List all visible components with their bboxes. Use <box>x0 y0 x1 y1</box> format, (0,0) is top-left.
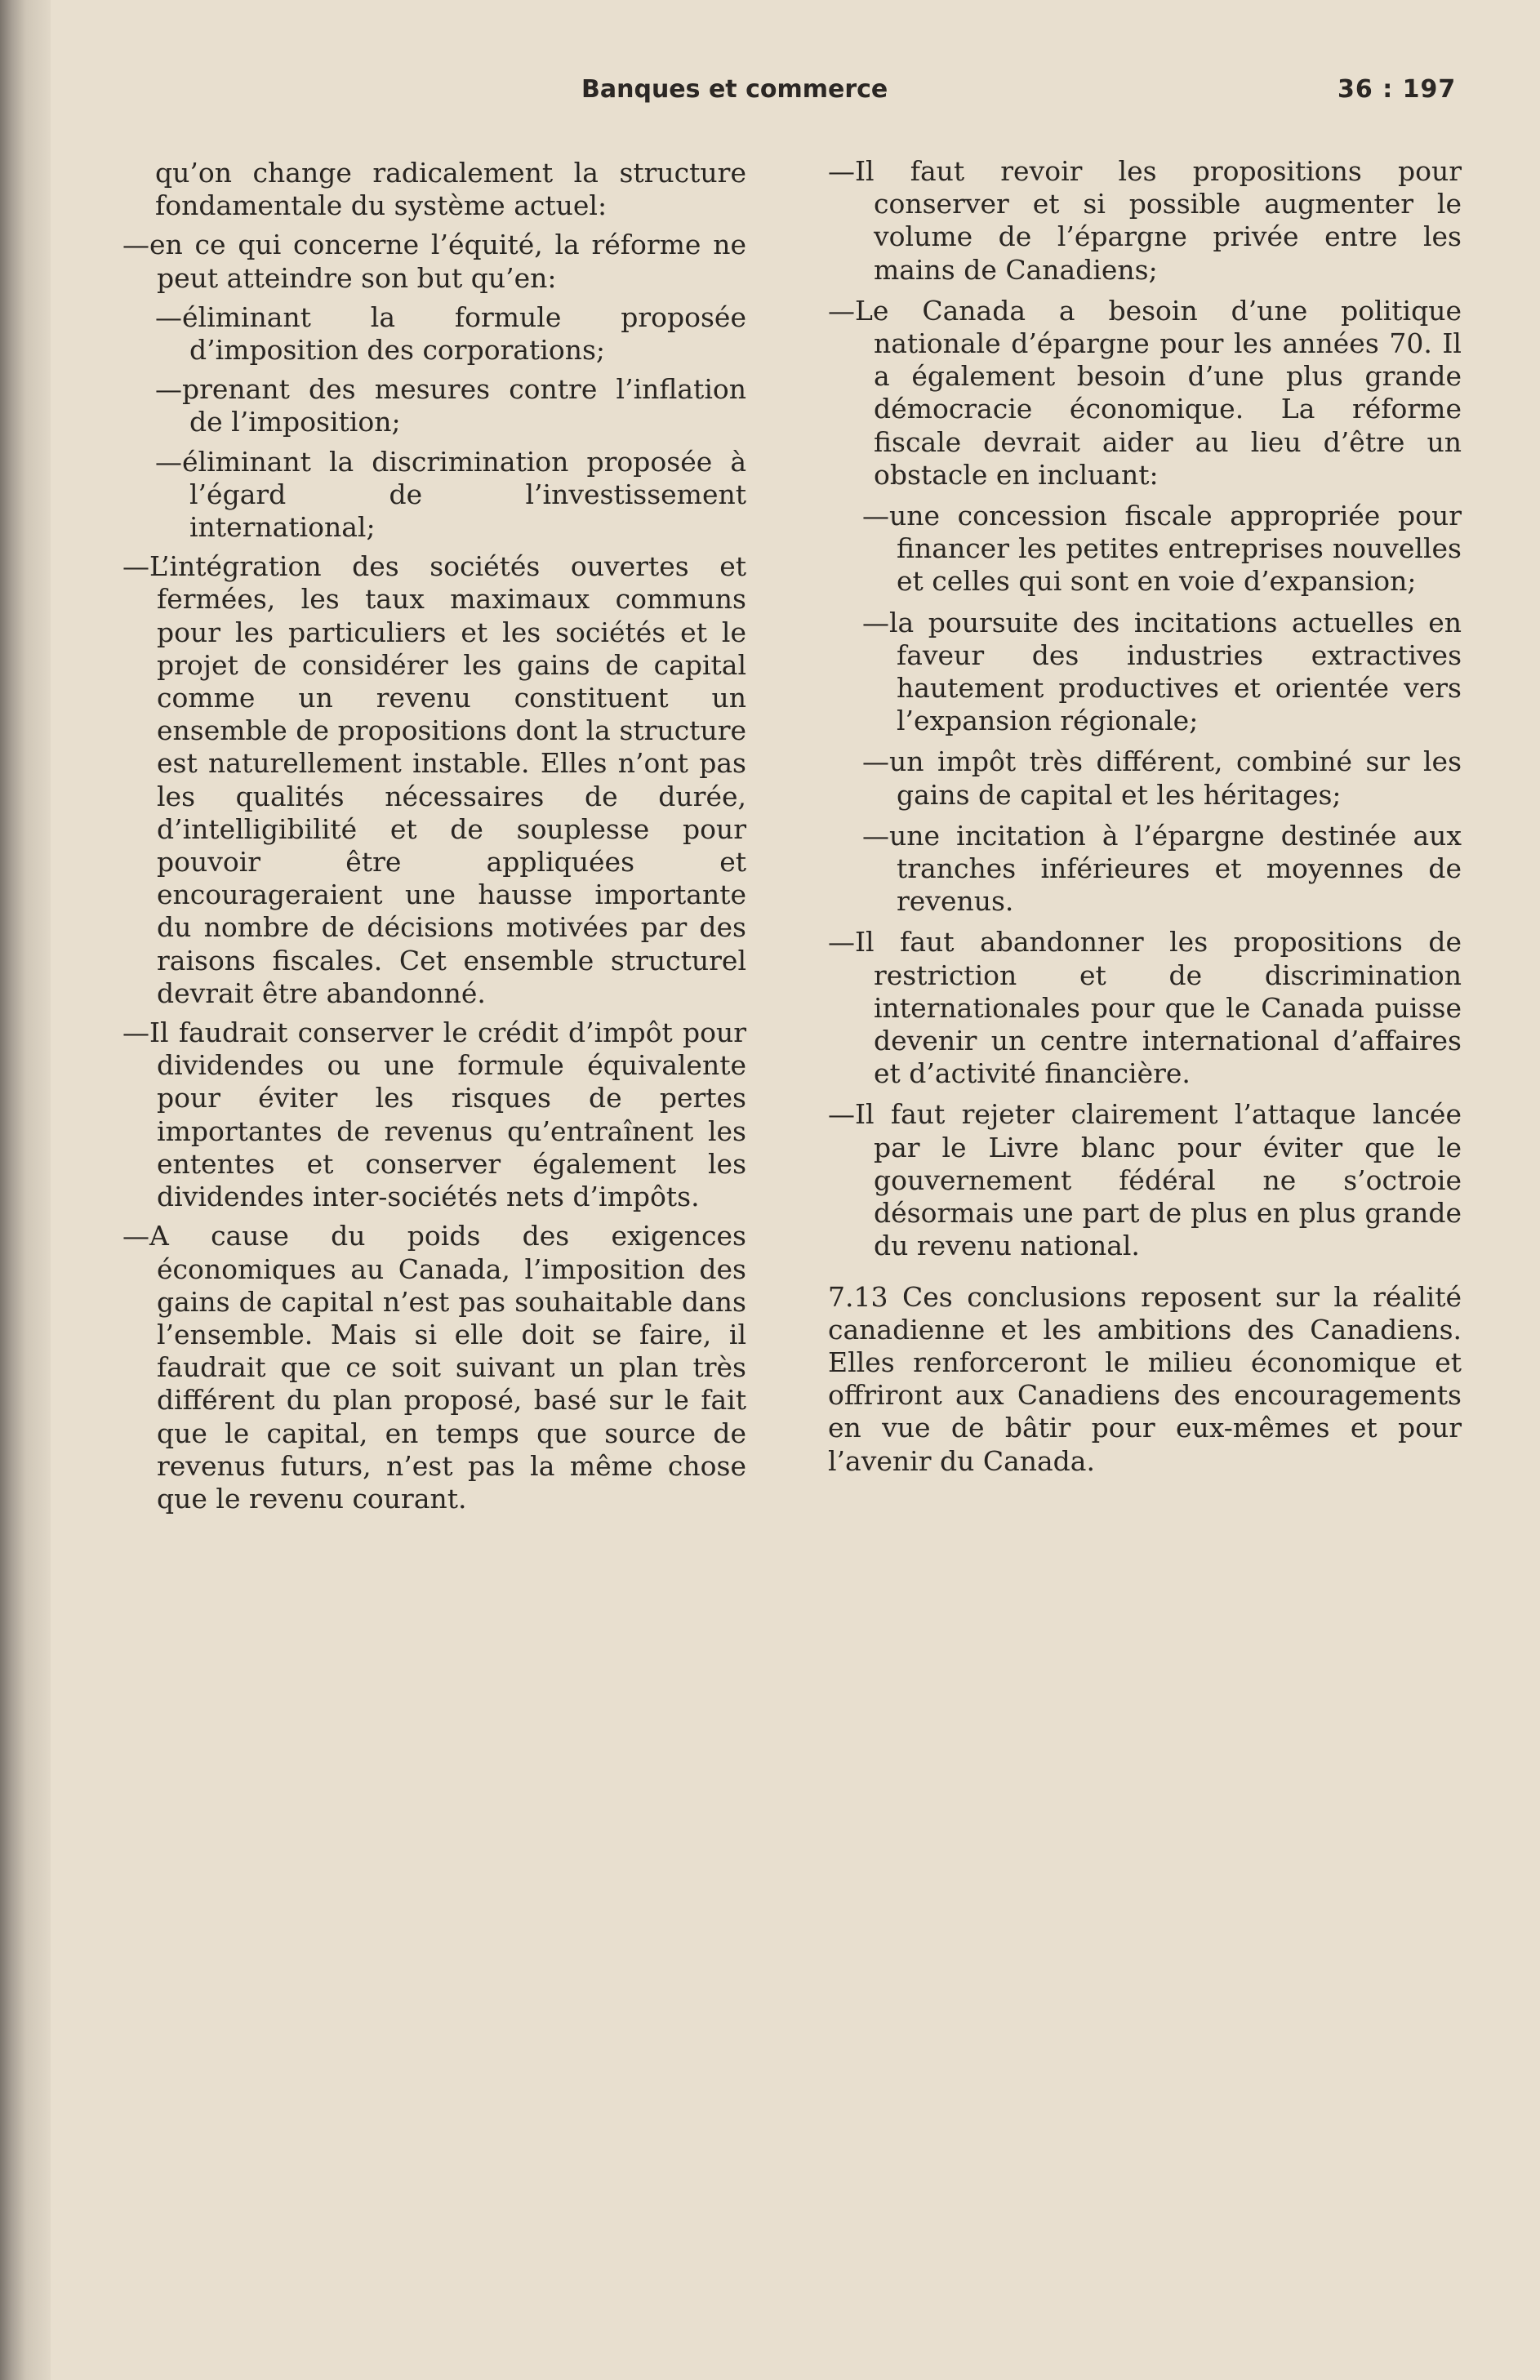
dash-item-integration: —L’intégration des sociétés ouvertes et fermées, les taux maximaux communs pour les particuliers et les sociétés et le projet de considérer les gains de capital comme un revenu constituent un ensemble de propositions dont la structure est naturellement instable. Elles n’ont pas les qualités nécessaires de durée, d’intelligibilité et de souplesse pour pouvoir être appliquées et encourageraient une hausse importante du nombre de décisions motivées par des raisons fiscales. Cet ensemble structurel devrait être abandonné. <box>122 550 746 1009</box>
right-column <box>828 155 1462 1478</box>
sub-item-corporations: —éliminant la formule proposée d’imposition des corporations; <box>155 300 746 367</box>
running-header-title: Banques et commerce <box>581 75 888 104</box>
sub-item-savings-incentive: —une incitation à l’épargne destinée aux tranches inférieures et moyennes de revenus. <box>862 819 1462 918</box>
sub-item-combined-tax: —un impôt très différent, combiné sur les gains de capital et les héritages; <box>862 745 1462 811</box>
dash-item-international-centre: —Il faut abandonner les propositions de restriction et de discrimination internationales pour que le Canada puisse devenir un centre international d’affaires et d’activité financière. <box>828 926 1462 1090</box>
dash-item-national-savings: —Le Canada a besoin d’une politique nationale d’épargne pour les années 70. Il a également besoin d’une plus grande démocracie économique. La réforme fiscale devrait aider au lieu d’être un obstacle en incluant: <box>828 294 1462 491</box>
book-spine-shadow <box>0 0 51 2380</box>
sub-item-inflation: —prenant des mesures contre l’inflation de l’imposition; <box>155 373 746 438</box>
sub-item-extractive-industries: —la poursuite des incitations actuelles en faveur des industries extractives hautement productives et orientée vers l’expansion régionale; <box>862 606 1462 737</box>
dash-item-capital-gains: —A cause du poids des exigences économiques au Canada, l’imposition des gains de capital n’est pas souhaitable dans l’ensemble. Mais si elle doit se faire, il faudrait que ce soit suivant un plan très différent du plan proposé, basé sur le fait que le capital, en temps que source de revenus futurs, n’est pas la même chose que le revenu courant. <box>122 1220 746 1515</box>
dash-item-equity: —en ce qui concerne l’équité, la réforme ne peut atteindre son but qu’en: <box>122 229 746 294</box>
left-column <box>122 157 746 1515</box>
dash-item-white-paper: —Il faut rejeter clairement l’attaque lancée par le Livre blanc pour éviter que le gouvernement fédéral ne s’octroie désormais une part de plus en plus grande du revenu national. <box>828 1098 1462 1262</box>
numbered-paragraph-7-13: 7.13 Ces conclusions reposent sur la réalité canadienne et les ambitions des Canadiens. Elles renforceront le milieu économique et offriront aux Canadiens des encouragements en vue de bâtir pour eux-mêmes et pour l’avenir du Canada. <box>828 1280 1462 1477</box>
paragraph-continuation: qu’on change radicalement la structure fondamentale du système actuel: <box>155 157 746 222</box>
page-number: 36 : 197 <box>1337 75 1457 104</box>
sub-item-small-business: —une concession fiscale appropriée pour financer les petites entreprises nouvelles et celles qui sont en voie d’expansion; <box>862 500 1462 598</box>
dash-item-dividend-credit: —Il faudrait conserver le crédit d’impôt pour dividendes ou une formule équivalente pour éviter les risques de pertes importantes de revenus qu’entraînent les ententes et conserver également les dividendes inter-sociétés nets d’impôts. <box>122 1017 746 1213</box>
sub-item-international: —éliminant la discrimination proposée à l’égard de l’investissement international; <box>155 445 746 544</box>
dash-item-savings: —Il faut revoir les propositions pour conserver et si possible augmenter le volume de l’épargne privée entre les mains de Canadiens; <box>828 155 1462 286</box>
